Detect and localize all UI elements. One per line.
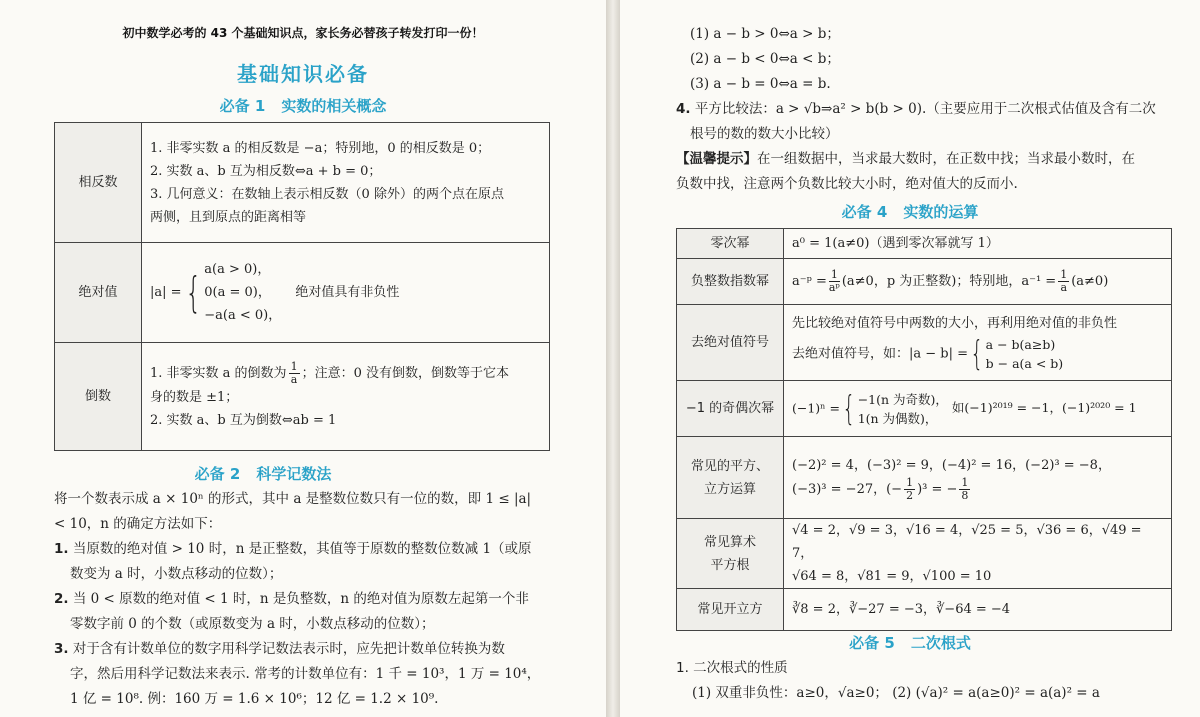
row-remove-abs: 去绝对值符号 先比较绝对值符号中两数的大小，再利用绝对值的非负性 去绝对值符号，如：|a − b| ={ a − b(a≥b) b − a(a < b) bbox=[677, 305, 1172, 381]
row-opposite bbox=[55, 123, 550, 243]
head-absolute: 绝对值 bbox=[55, 243, 142, 343]
row-negative-power: 负整数指数幂 a⁻ᵖ = $\frac{1}{\text{aᵖ}}$ (a≠0，p 为正整数)；特别地，a⁻¹ = $\frac{1}{a}$ (a≠0) bbox=[677, 259, 1172, 305]
row-reciprocal bbox=[55, 343, 550, 451]
section-4-title: 必备 4 实数的运算 bbox=[841, 203, 979, 221]
body-absolute: |a| ={ a(a > 0)， 0(a = 0)， −a(a < 0)， 绝对值具有非负性 bbox=[142, 243, 550, 343]
radical-text: 1. 二次根式的性质 (1) 双重非负性：a≥0，√a≥0； (2) (√a)² = a(a≥0)² = a(a)² = a bbox=[676, 660, 1100, 701]
head-opposite: 相反数 bbox=[55, 123, 142, 243]
compare-text: (1) a − b > 0⇔a > b； (2) a − b < 0⇔a < b； (3) a − b = 0⇔a = b. 4. 平方比较法：a > √b⇒a² > b(b > 0).（主要应用于二次根式估值及含有二次 根号的数的数大小比较） 【温馨提示】在一组数据中，当求最大数时，在正数中找；当求最小数时，在 负数中找，注意两个负数比较大小时，绝对值大的反而小. bbox=[676, 26, 1156, 192]
section-1-title: 必备 1 实数的相关概念 bbox=[219, 97, 387, 115]
row-square-roots: 常见算术 平方根 √4 = 2，√9 = 3，√16 = 4，√25 = 5，√36 = 6，√49 = 7， √64 = 8，√81 = 9，√100 = 10 bbox=[677, 519, 1172, 589]
row-cube-roots: 常见开立方 ∛8 = 2，∛−27 = −3，∛−64 = −4 bbox=[677, 589, 1172, 631]
real-number-concepts-table bbox=[54, 122, 550, 451]
sci-notation-text: 将一个数表示成 a × 10ⁿ 的形式，其中 a 是整数位数只有一位的数，即 1 ≤ |a| < 10，n 的确定方法如下： 1. 当原数的绝对值 > 10 时，n 是正整数，其值等于原数的整数位数减 1（或原 数变为 a 时，小数点移动的位数）； 2. 当 0 < 原数的绝对值 < 1 时，n 是负整数，n 的绝对值为原数左起第一个非 零数字前 0 的个数（或原数变为 a 时，小数点移动的位数）； 3. 对于含有计数单位的数字用科学记数法表示时，应先把计数单位转换为数 字，然后用科学记数法来表示. 常考的计数单位有：1 千 = 10³，1 万 = 10⁴， 1 亿 = 10⁸. 例：160 万 = 1.6 × 10⁶；12 亿 = 1.2 × 10⁹. bbox=[54, 491, 541, 707]
real-number-operations-table bbox=[676, 228, 1172, 631]
main-title: 基础知识必备 bbox=[237, 62, 369, 86]
page-header: 初中数学必考的 43 个基础知识点，家长务必替孩子转发打印一份！ bbox=[122, 26, 484, 40]
row-square-cube: 常见的平方、 立方运算 (−2)² = 4，(−3)² = 9，(−4)² = 16，(−2)³ = −8， (−3)³ = −27，(− $\frac{1}{2}$ )³ = − $\frac{1}{8}$ bbox=[677, 437, 1172, 519]
section-5-title: 必备 5 二次根式 bbox=[849, 634, 971, 652]
body-reciprocal: 1. 非零实数 a 的倒数为 $\frac{1}{a}$ ；注意：0 没有倒数，倒数等于它本 身的数是 ±1； 2. 实数 a、b 互为倒数⇔ab = 1 bbox=[142, 343, 550, 451]
row-minus-one-power: −1 的奇偶次幂 (−1)ⁿ ={ −1(n 为奇数)， 1(n 为偶数)， 如(−1)²⁰¹⁹ = −1，(−1)²⁰²⁰ = 1 bbox=[677, 381, 1172, 437]
book-gutter bbox=[606, 0, 620, 717]
head-reciprocal: 倒数 bbox=[55, 343, 142, 451]
body-opposite: 1. 非零实数 a 的相反数是 −a；特别地，0 的相反数是 0； 2. 实数 a、b 互为相反数⇔a + b = 0； 3. 几何意义：在数轴上表示相反数（0 除外）的两个点在原点 两侧，且到原点的距离相等 bbox=[142, 123, 550, 243]
section-2-title: 必备 2 科学记数法 bbox=[194, 465, 332, 483]
row-zero-power: 零次幂 a⁰ = 1(a≠0)（遇到零次幂就写 1） bbox=[677, 229, 1172, 259]
right-page bbox=[620, 0, 1200, 717]
row-absolute bbox=[55, 243, 550, 343]
